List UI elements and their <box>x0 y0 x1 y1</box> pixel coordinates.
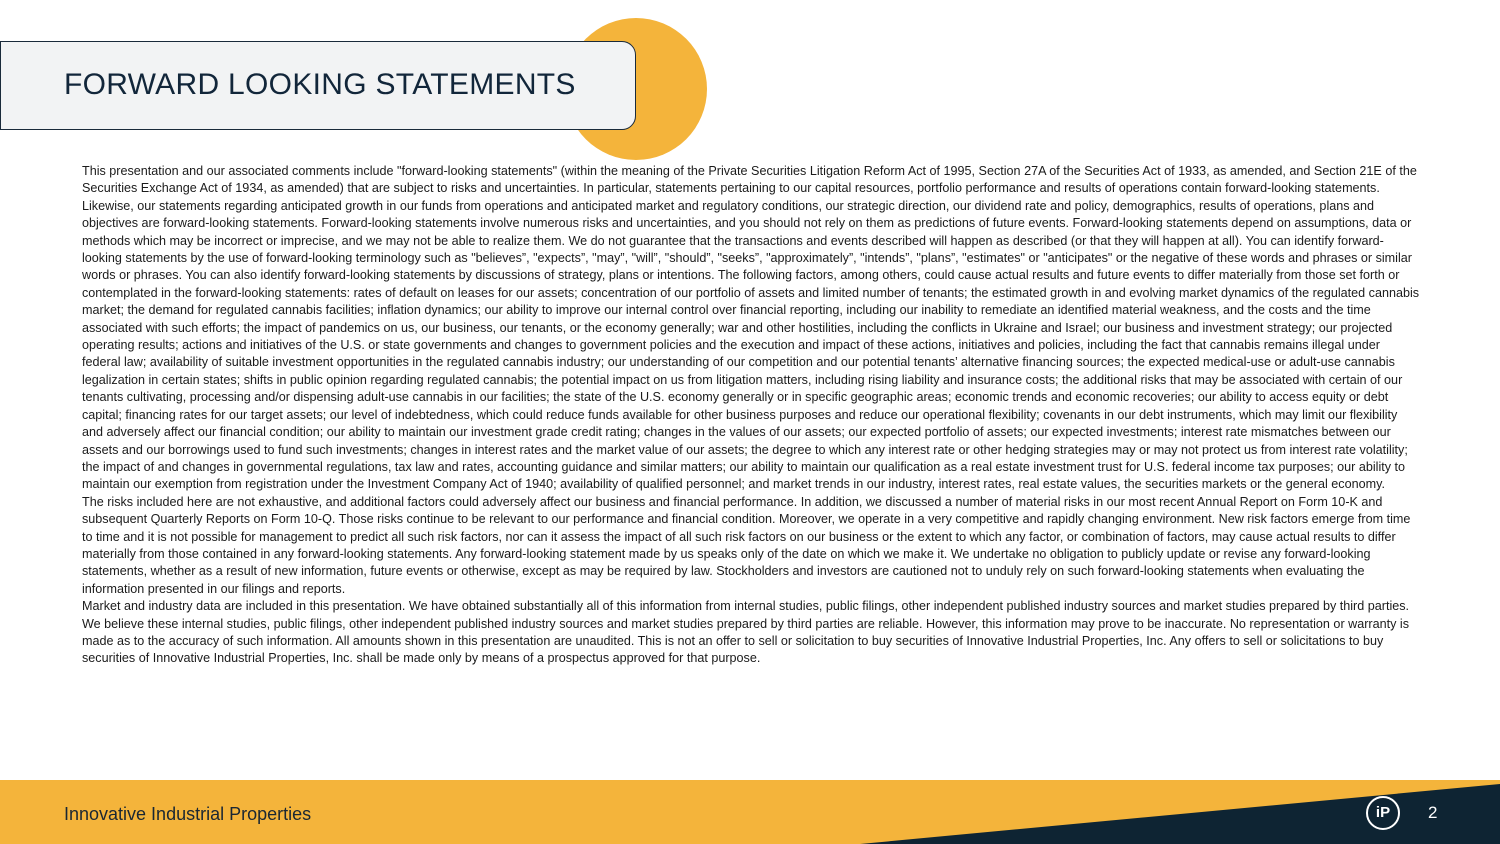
logo-letters: iP <box>1375 804 1391 821</box>
title-box <box>0 41 636 130</box>
slide-title: FORWARD LOOKING STATEMENTS <box>64 68 576 101</box>
paragraph-market-data: Market and industry data are included in this presentation. We have obtained substantially all of this information from internal studies, public filings, other independent published industry sources and market studies prepared by third parties. We believe these internal studies, public filings, other independent published industry sources and market studies prepared by third parties are reliable. However, this information may prove to be inaccurate. No representation or warranty is made as to the accuracy of such information. All amounts shown in this presentation are unaudited. This is not an offer to sell or solicitation to buy securities of Innovative Industrial Properties, Inc. Any offers to sell or solicitations to buy securities of Innovative Industrial Properties, Inc. shall be made only by means of a prospectus approved for that purpose. <box>82 599 1410 666</box>
footer <box>0 780 1500 844</box>
iip-logo-icon <box>1366 796 1400 830</box>
disclaimer-body <box>82 163 1420 668</box>
company-name: Innovative Industrial Properties <box>64 804 312 824</box>
page-number: 2 <box>1428 803 1438 822</box>
paragraph-forward-looking: This presentation and our associated comments include "forward-looking statements" (within the meaning of the Private Securities Litigation Reform Act of 1995, Section 27A of the Securities Act of 1933, as amended, and Section 21E of the Securities Exchange Act of 1934, as amended) that are subject to risks and uncertainties. In particular, statements pertaining to our capital resources, portfolio performance and results of operations contain forward-looking statements. Likewise, our statements regarding anticipated growth in our funds from operations and anticipated market and regulatory conditions, our strategic direction, our dividend rate and policy, demographics, results of operations, plans and objectives are forward-looking statements. Forward-looking statements involve numerous risks and uncertainties, and you should not rely on them as predictions of future events. Forward-looking statements depend on assumptions, data or methods which may be incorrect or imprecise, and we may not be able to realize them. We do not guarantee that the transactions and events described will happen as described (or that they will happen at all). You can identify forward-looking statements by the use of forward-looking terminology such as "believes”, "expects”, "may”, "will”, "should”, "seeks”, "approximately”, "intends”, "plans”, "estimates" or "anticipates" or the negative of these words and phrases or similar words or phrases. You can also identify forward-looking statements by discussions of strategy, plans or intentions. The following factors, among others, could cause actual results and future events to differ materially from those set forth or contemplated in the forward-looking statements: rates of default on leases for our assets; concentration of our portfolio of assets and limited number of tenants; the estimated growth in and evolving market dynamics of the regulated cannabis market; the demand for regulated cannabis facilities; inflation dynamics; our ability to improve our internal control over financial reporting, including our inability to remediate an identified material weakness, and the costs and the time associated with such efforts; the impact of pandemics on us, our business, our tenants, or the economy generally; war and other hostilities, including the conflicts in Ukraine and Israel; our business and investment strategy; our projected operating results; actions and initiatives of the U.S. or state governments and changes to government policies and the execution and impact of these actions, initiatives and policies, including the fact that cannabis remains illegal under federal law; availability of suitable investment opportunities in the regulated cannabis industry; our understanding of our competition and our potential tenants’ alternative financing sources; the expected medical-use or adult-use cannabis legalization in certain states; shifts in public opinion regarding regulated cannabis; the potential impact on us from litigation matters, including rising liability and insurance costs; the additional risks that may be associated with certain of our tenants cultivating, processing and/or dispensing adult-use cannabis in our facilities; the state of the U.S. economy generally or in specific geographic areas; economic trends and economic recoveries; our ability to access equity or debt capital; financing rates for our target assets; our level of indebtedness, which could reduce funds available for other business purposes and reduce our operational flexibility; covenants in our debt instruments, which may limit our flexibility and adversely affect our financial condition; our ability to maintain our investment grade credit rating; changes in the values of our assets; our expected portfolio of assets; our expected investments; interest rate mismatches between our assets and our borrowings used to fund such investments; changes in interest rates and the market value of our assets; the degree to which any interest rate or other hedging strategies may or may not protect us from interest rate volatility; the impact of and changes in governmental regulations, tax law and rates, accounting guidance and similar matters; our ability to maintain our qualification as a real estate investment trust for U.S. federal income tax purposes; our ability to maintain our exemption from registration under the Investment Company Act of 1940; availability of qualified personnel; and market trends in our industry, interest rates, real estate values, the securities markets or the general economy. <box>82 164 1420 492</box>
paragraph-risks: The risks included here are not exhaustive, and additional factors could adversely affect our business and financial performance. In addition, we discussed a number of material risks in our most recent Annual Report on Form 10-K and subsequent Quarterly Reports on Form 10-Q. Those risks continue to be relevant to our performance and financial condition. Moreover, we operate in a very competitive and rapidly changing environment. New risk factors emerge from time to time and it is not possible for management to predict all such risk factors, nor can it assess the impact of all such risk factors on our business or the extent to which any factor, or combination of factors, may cause actual results to differ materially from those contained in any forward-looking statements. Any forward-looking statement made by us speaks only of the date on which we make it. We undertake no obligation to publicly update or revise any forward-looking statements, whether as a result of new information, future events or otherwise, except as may be required by law. Stockholders and investors are cautioned not to unduly rely on such forward-looking statements when evaluating the information presented in our filings and reports. <box>82 494 1411 596</box>
